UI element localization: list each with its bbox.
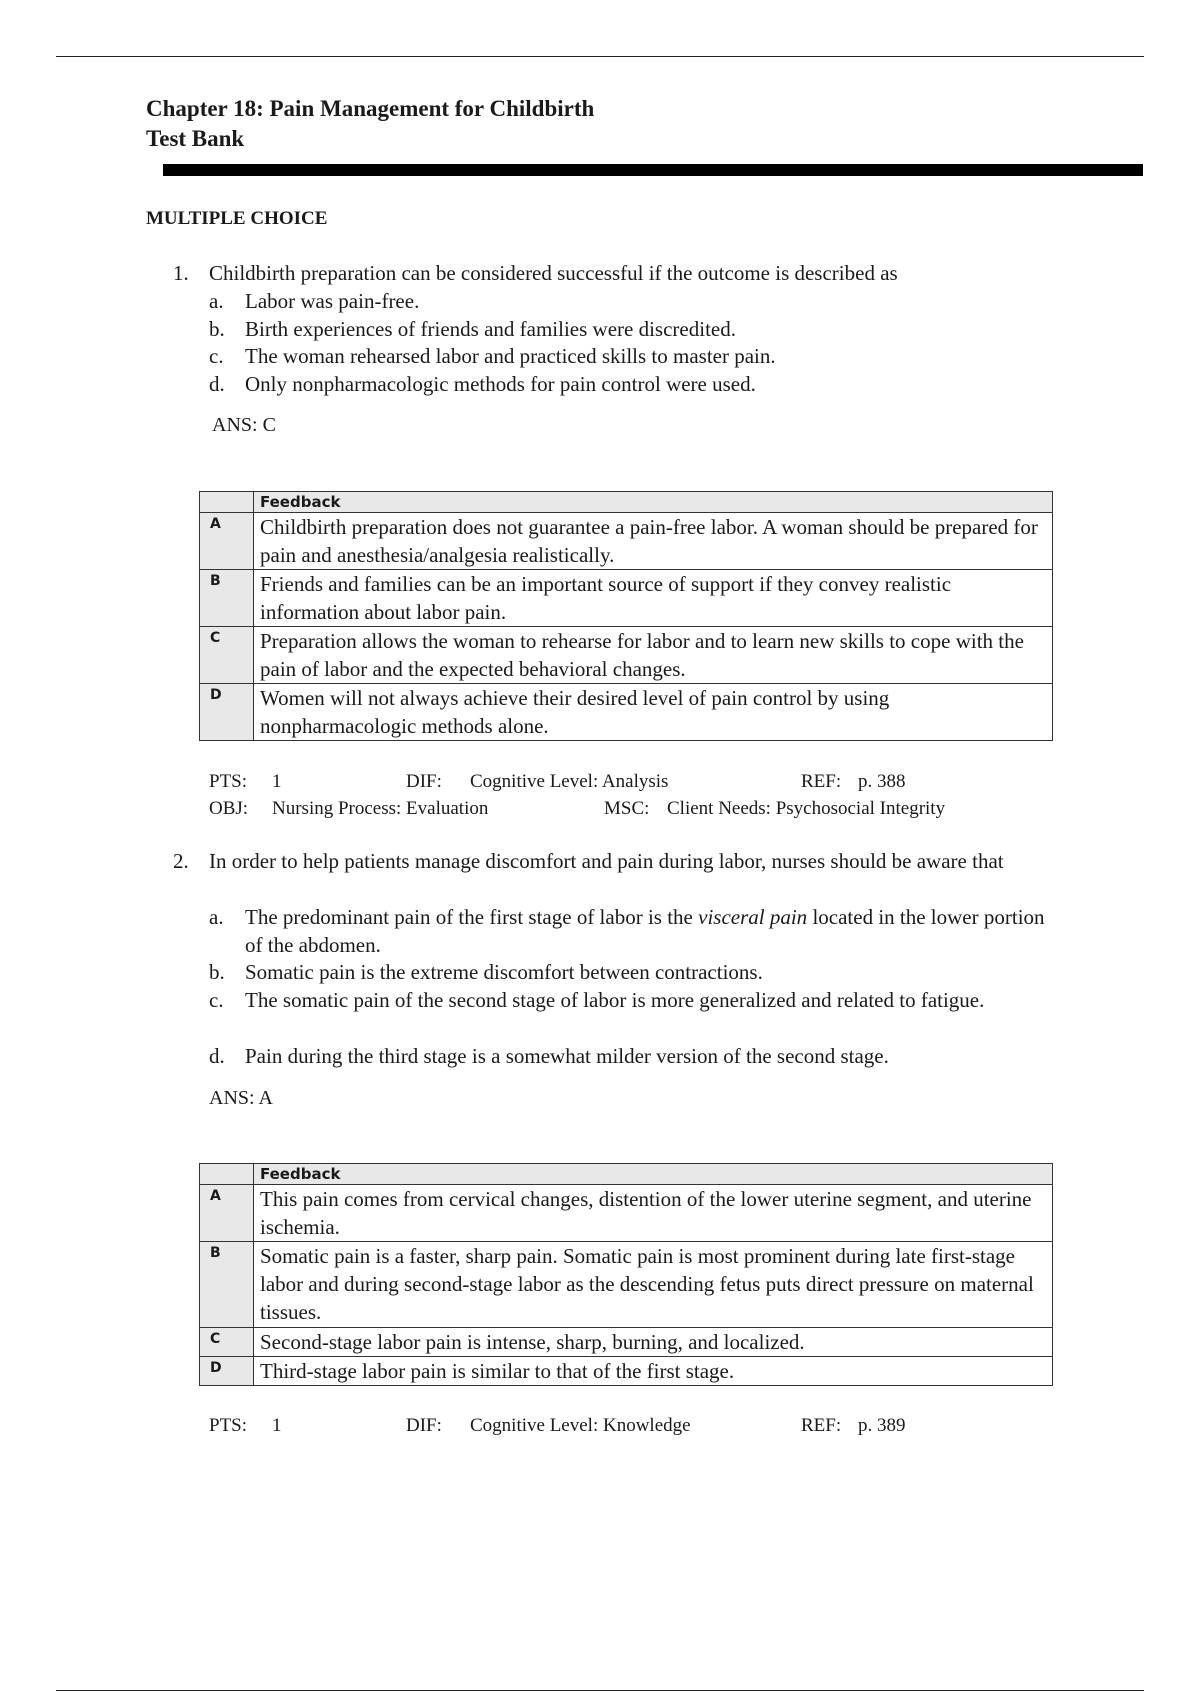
question-2-option-c-letter: c. bbox=[209, 988, 224, 1012]
option-a-text-end: located in the lower portion of the abdomen. bbox=[245, 905, 1045, 957]
question-1-option-d: Only nonpharmacologic methods for pain control were used. bbox=[245, 372, 756, 396]
question-1-option-d-letter: d. bbox=[209, 372, 225, 396]
q1-obj-label: OBJ: bbox=[209, 798, 249, 819]
question-2-number: 2. bbox=[173, 849, 189, 873]
feedback-text: Women will not always achieve their desired level of pain control by using nonpharmacologic methods alone. bbox=[254, 684, 1053, 741]
option-a-text-start: The predominant pain of the first stage of labor is the bbox=[245, 905, 699, 929]
question-2-option-b-letter: b. bbox=[209, 960, 225, 984]
q2-ref-value: p. 389 bbox=[858, 1415, 906, 1436]
feedback-text: Childbirth preparation does not guarantee a pain-free labor. A woman should be prepared for pain and anesthesia/analgesia realistically. bbox=[254, 513, 1053, 570]
question-1-option-a: Labor was pain-free. bbox=[245, 289, 420, 313]
chapter-title: Chapter 18: Pain Management for Childbirth bbox=[146, 96, 595, 121]
question-2-answer: ANS: A bbox=[209, 1087, 273, 1109]
table-row bbox=[200, 684, 1053, 741]
chapter-header bbox=[146, 94, 594, 154]
q1-msc-label: MSC: bbox=[604, 798, 650, 819]
feedback-text: Somatic pain is a faster, sharp pain. Somatic pain is most prominent during late first-stage labor and during second-stage labor as the descending fetus puts direct pressure on maternal tissues. bbox=[254, 1242, 1053, 1328]
table-row bbox=[200, 627, 1053, 684]
feedback-text: Second-stage labor pain is intense, sharp, burning, and localized. bbox=[254, 1328, 1053, 1357]
table-row bbox=[200, 513, 1053, 570]
feedback-letter: A bbox=[200, 513, 254, 570]
question-2-option-d-letter: d. bbox=[209, 1044, 225, 1068]
q1-pts-value: 1 bbox=[272, 771, 282, 792]
header-bar bbox=[163, 164, 1143, 176]
q2-dif-label: DIF: bbox=[406, 1415, 442, 1436]
feedback-text: Preparation allows the woman to rehearse for labor and to learn new skills to cope with the pain of labor and the expected behavioral changes. bbox=[254, 627, 1053, 684]
question-2-option-a-letter: a. bbox=[209, 905, 224, 929]
section-title: MULTIPLE CHOICE bbox=[146, 208, 328, 229]
q2-pts-label: PTS: bbox=[209, 1415, 248, 1436]
feedback-text: Third-stage labor pain is similar to that of the first stage. bbox=[254, 1357, 1053, 1386]
feedback-header: Feedback bbox=[254, 1164, 1053, 1185]
question-2-option-c: The somatic pain of the second stage of labor is more generalized and related to fatigue. bbox=[245, 988, 985, 1012]
question-1-option-c-letter: c. bbox=[209, 344, 224, 368]
table-row bbox=[200, 570, 1053, 627]
q1-dif-label: DIF: bbox=[406, 771, 442, 792]
feedback-text: Friends and families can be an important source of support if they convey realistic information about labor pain. bbox=[254, 570, 1053, 627]
q1-ref-value: p. 388 bbox=[858, 771, 906, 792]
question-1-option-c: The woman rehearsed labor and practiced skills to master pain. bbox=[245, 344, 776, 368]
q1-dif-value: Cognitive Level: Analysis bbox=[470, 771, 669, 792]
feedback-letter: D bbox=[200, 684, 254, 741]
question-2-option-b: Somatic pain is the extreme discomfort between contractions. bbox=[245, 960, 763, 984]
bottom-rule bbox=[56, 1690, 1144, 1691]
feedback-letter: B bbox=[200, 570, 254, 627]
question-1-option-a-letter: a. bbox=[209, 289, 224, 313]
table-row bbox=[200, 1242, 1053, 1328]
q2-dif-value: Cognitive Level: Knowledge bbox=[470, 1415, 691, 1436]
test-bank-subtitle: Test Bank bbox=[146, 126, 245, 151]
question-2-stem: In order to help patients manage discomfort and pain during labor, nurses should be aware that bbox=[209, 849, 1004, 873]
feedback-letter: C bbox=[200, 1328, 254, 1357]
question-2-option-d: Pain during the third stage is a somewhat milder version of the second stage. bbox=[245, 1044, 889, 1068]
table-row bbox=[200, 1328, 1053, 1357]
question-1-option-b-letter: b. bbox=[209, 317, 225, 341]
question-1-option-b: Birth experiences of friends and families were discredited. bbox=[245, 317, 736, 341]
feedback-text: This pain comes from cervical changes, distention of the lower uterine segment, and uterine ischemia. bbox=[254, 1185, 1053, 1242]
table-row bbox=[200, 1357, 1053, 1386]
question-2-feedback-table bbox=[199, 1163, 1053, 1386]
q1-obj-value: Nursing Process: Evaluation bbox=[272, 798, 489, 819]
feedback-header-blank bbox=[200, 492, 254, 513]
feedback-header: Feedback bbox=[254, 492, 1053, 513]
table-row bbox=[200, 1185, 1053, 1242]
option-a-italic-term: visceral pain bbox=[698, 905, 808, 929]
question-2-option-a bbox=[245, 903, 1060, 959]
feedback-letter: C bbox=[200, 627, 254, 684]
q2-ref-label: REF: bbox=[801, 1415, 842, 1436]
q1-pts-label: PTS: bbox=[209, 771, 248, 792]
feedback-letter: B bbox=[200, 1242, 254, 1328]
top-rule bbox=[56, 56, 1144, 57]
question-1-feedback-table bbox=[199, 491, 1053, 741]
feedback-letter: A bbox=[200, 1185, 254, 1242]
q1-ref-label: REF: bbox=[801, 771, 842, 792]
question-1-number: 1. bbox=[173, 261, 189, 285]
feedback-header-row bbox=[200, 1164, 1053, 1185]
feedback-letter: D bbox=[200, 1357, 254, 1386]
question-1-answer: ANS: C bbox=[212, 414, 276, 436]
q2-pts-value: 1 bbox=[272, 1415, 282, 1436]
question-1-stem: Childbirth preparation can be considered successful if the outcome is described as bbox=[209, 261, 898, 285]
q1-msc-value: Client Needs: Psychosocial Integrity bbox=[667, 798, 946, 819]
feedback-header-row bbox=[200, 492, 1053, 513]
feedback-header-blank bbox=[200, 1164, 254, 1185]
